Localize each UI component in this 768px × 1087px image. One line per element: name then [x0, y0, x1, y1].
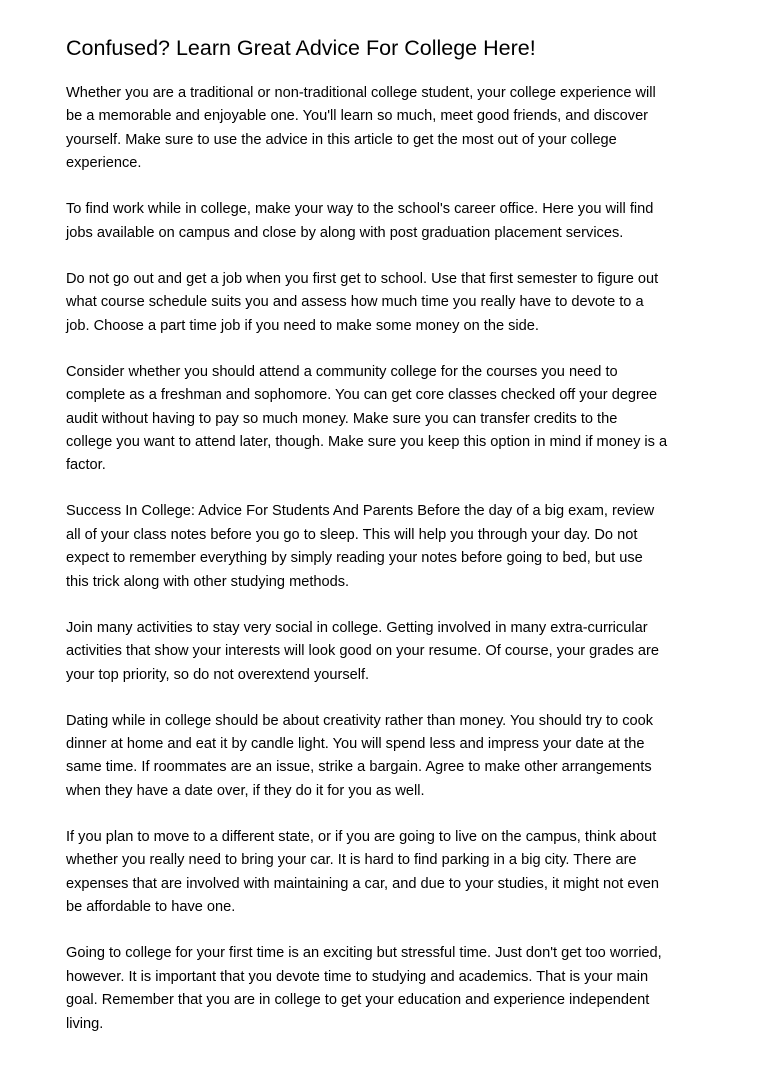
paragraph-line: If you plan to move to a different state, or if you are going to live on the campus, think about: [66, 828, 657, 845]
document-page: [66, 34, 716, 1036]
paragraph-line: dinner at home and eat it by candle light. You will spend less and impress your date at the: [66, 736, 645, 753]
paragraph-line: activities that show your interests will look good on your resume. Of course, your grades are: [66, 643, 659, 660]
paragraph-line: all of your class notes before you go to sleep. This will help you through your day. Do not: [66, 526, 638, 543]
paragraph-line: same time. If roommates are an issue, strike a bargain. Agree to make other arrangements: [66, 759, 652, 776]
paragraph-line: Whether you are a traditional or non-traditional college student, your college experience will: [66, 85, 656, 101]
article-paragraph: [66, 82, 716, 176]
article-paragraph: [66, 617, 716, 687]
paragraph-line: Going to college for your first time is an exciting but stressful time. Just don't get too worried,: [66, 945, 662, 962]
article-paragraph: [66, 500, 716, 594]
paragraph-line: complete as a freshman and sophomore. You can get core classes checked off your degree: [66, 387, 658, 404]
paragraph-line: yourself. Make sure to use the advice in this article to get the most out of your college: [66, 131, 617, 148]
article-paragraph: [66, 826, 716, 920]
paragraph-line: goal. Remember that you are in college to get your education and experience independent: [66, 992, 650, 1009]
article-body: [66, 82, 716, 1036]
paragraph-line: Join many activities to stay very social in college. Getting involved in many extra-curricular: [66, 619, 648, 636]
paragraph-line: audit without having to pay so much money. Make sure you can transfer credits to the: [66, 410, 618, 427]
paragraph-line: factor.: [66, 457, 106, 474]
article-paragraph: [66, 710, 716, 804]
paragraph-line: however. It is important that you devote time to studying and academics. That is your main: [66, 968, 649, 985]
paragraph-line: college you want to attend later, though. Make sure you keep this option in mind if money is a: [66, 433, 668, 450]
paragraph-line: expenses that are involved with maintaining a car, and due to your studies, it might not even: [66, 875, 660, 892]
paragraph-line: be a memorable and enjoyable one. You'll learn so much, meet good friends, and discover: [66, 108, 649, 125]
paragraph-line: whether you really need to bring your car. It is hard to find parking in a big city. There are: [66, 852, 637, 869]
paragraph-line: Dating while in college should be about creativity rather than money. You should try to cook: [66, 712, 654, 729]
paragraph-line: Do not go out and get a job when you first get to school. Use that first semester to figure out: [66, 270, 659, 287]
paragraph-line: jobs available on campus and close by along with post graduation placement services.: [66, 224, 624, 241]
article-paragraph: [66, 942, 716, 1036]
paragraph-line: experience.: [66, 155, 142, 172]
paragraph-line: be affordable to have one.: [66, 899, 236, 916]
paragraph-line: when they have a date over, if they do it for you as well.: [66, 782, 425, 799]
paragraph-line: expect to remember everything by simply reading your notes before going to bed, but use: [66, 550, 643, 567]
paragraph-line: what course schedule suits you and assess how much time you really have to devote to a: [66, 294, 644, 311]
paragraph-line: Success In College: Advice For Students And Parents Before the day of a big exam, review: [66, 503, 655, 520]
article-paragraph: [66, 198, 716, 245]
article-paragraph: [66, 361, 716, 478]
paragraph-line: living.: [66, 1015, 104, 1032]
paragraph-line: Consider whether you should attend a community college for the courses you need to: [66, 363, 618, 380]
article-paragraph: [66, 268, 716, 338]
paragraph-line: this trick along with other studying methods.: [66, 573, 350, 590]
paragraph-line: your top priority, so do not overextend yourself.: [66, 666, 370, 683]
page-title: Confused? Learn Great Advice For College Here!: [66, 36, 536, 60]
paragraph-line: job. Choose a part time job if you need to make some money on the side.: [66, 317, 539, 334]
paragraph-line: To find work while in college, make your way to the school's career office. Here you will find: [66, 201, 654, 218]
